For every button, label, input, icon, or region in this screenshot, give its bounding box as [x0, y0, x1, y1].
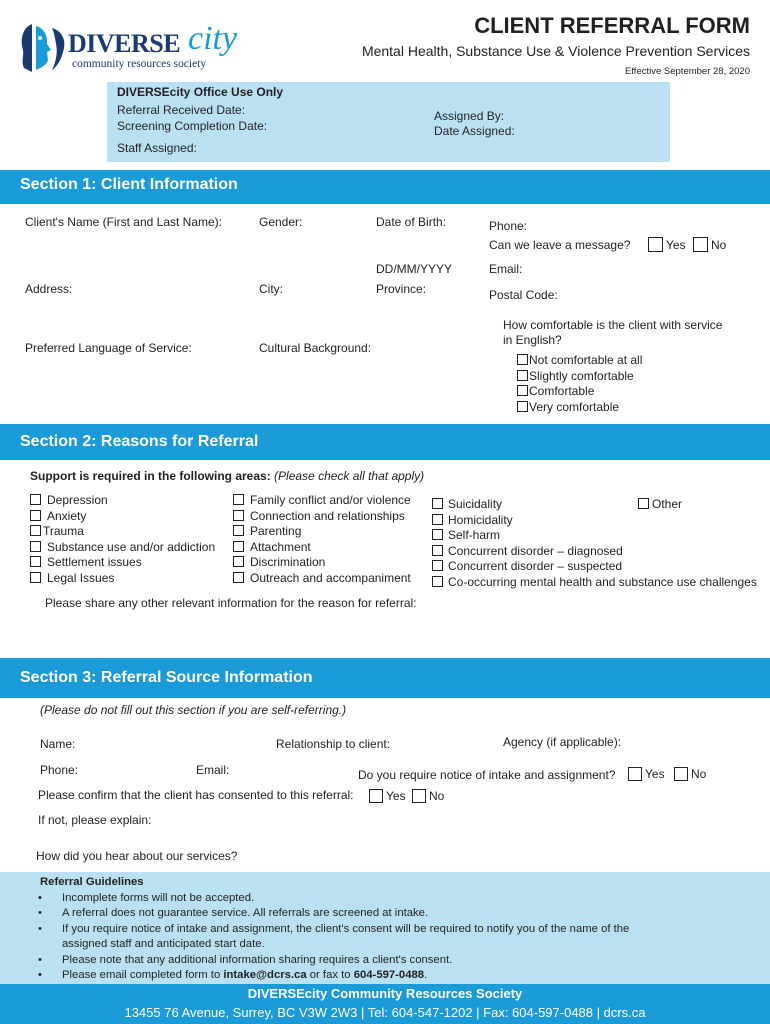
comfort-checkbox[interactable]: [517, 385, 528, 396]
referrer-phone-label: Phone:: [40, 763, 79, 777]
hear-about-label: How did you hear about our services?: [36, 849, 238, 863]
section3-title: Section 3: Referral Source Information: [20, 669, 313, 686]
section1-title: Section 1: Client Information: [20, 176, 238, 193]
preferred-language-label: Preferred Language of Service:: [25, 341, 192, 355]
reason-option[interactable]: [233, 555, 411, 571]
reason-label: Substance use and/or addiction: [47, 539, 216, 554]
postal-code-label: Postal Code:: [489, 288, 558, 302]
reason-checkbox[interactable]: [233, 541, 244, 552]
effective-date: Effective September 28, 2020: [625, 66, 750, 77]
consent-yes-checkbox[interactable]: [369, 789, 383, 803]
support-instructions-italic: (Please check all that apply): [274, 469, 425, 483]
reason-checkbox[interactable]: [233, 572, 244, 583]
guideline-item: • If you require notice of intake and assignment, the client's consent will be required to notify you of the name of the: [38, 922, 630, 935]
reasons-column-1: [30, 493, 215, 587]
reason-option[interactable]: [30, 509, 215, 525]
reason-option[interactable]: [432, 544, 757, 560]
share-info-label: Please share any other relevant information for the reason for referral:: [45, 596, 417, 610]
guideline-item: • Incomplete forms will not be accepted.: [38, 892, 255, 904]
reason-checkbox[interactable]: [432, 545, 443, 556]
referrer-email-label: Email:: [196, 763, 230, 777]
guideline-text: .: [424, 969, 428, 982]
reason-label: Trauma: [43, 524, 84, 539]
reason-option[interactable]: [432, 497, 757, 513]
footer-org-name: DIVERSEcity Community Resources Society: [247, 986, 523, 1001]
section2-header: [0, 424, 770, 460]
reason-checkbox[interactable]: [233, 510, 244, 521]
no-label: No: [711, 238, 727, 252]
no-label: No: [429, 789, 445, 803]
reason-label: Parenting: [250, 524, 302, 539]
reason-checkbox[interactable]: [233, 556, 244, 567]
relationship-label: Relationship to client:: [276, 737, 391, 751]
reason-checkbox[interactable]: [432, 498, 443, 509]
reason-checkbox[interactable]: [30, 556, 41, 567]
screening-completion-label: Screening Completion Date:: [117, 119, 268, 133]
logo-word: DIVERSE: [68, 29, 181, 58]
guideline-text: Incomplete forms will not be accepted.: [62, 892, 255, 904]
guideline-text: A referral does not guarantee service. All referrals are screened at intake.: [62, 907, 429, 920]
logo: [18, 20, 258, 76]
reason-checkbox[interactable]: [233, 494, 244, 505]
dob-label: Date of Birth:: [376, 215, 447, 229]
reason-checkbox[interactable]: [30, 494, 41, 505]
reason-option[interactable]: [432, 559, 757, 575]
reason-label: Family conflict and/or violence: [250, 493, 411, 507]
reason-option[interactable]: [233, 540, 411, 556]
reason-option[interactable]: [432, 528, 757, 544]
reason-checkbox[interactable]: [30, 525, 41, 536]
office-use-heading: DIVERSEcity Office Use Only: [117, 85, 284, 99]
section1-header: [0, 170, 770, 204]
guidelines-list: [38, 891, 629, 983]
leave-message-no-checkbox[interactable]: [693, 237, 708, 252]
client-phone-label: Phone:: [489, 219, 528, 233]
consent-label: Please confirm that the client has consented to this referral:: [38, 788, 354, 802]
assigned-by-label: Assigned By:: [434, 109, 505, 123]
reason-option[interactable]: [233, 524, 411, 540]
reason-label: Discrimination: [250, 555, 326, 570]
cultural-background-label: Cultural Background:: [259, 341, 372, 355]
reason-checkbox[interactable]: [432, 560, 443, 571]
logo-subtitle: community resources society: [72, 58, 207, 70]
guideline-text: assigned staff and anticipated start date.: [62, 938, 265, 951]
guideline-text: If you require notice of intake and assignment, the client's consent will be required to notify you of the name of the: [62, 922, 630, 935]
logo-faces-icon: [18, 22, 70, 74]
date-assigned-label: Date Assigned:: [434, 124, 515, 138]
guideline-item: • A referral does not guarantee service. All referrals are screened at intake.: [38, 907, 429, 920]
english-comfort-question-2: in English?: [503, 333, 562, 347]
notice-yes[interactable]: [628, 767, 665, 781]
logo-script: city: [188, 20, 238, 57]
guideline-item: • Please note that any additional information sharing requires a client's consent.: [38, 953, 453, 966]
yes-label: Yes: [645, 767, 665, 781]
reason-label: Homicidality: [448, 512, 513, 527]
comfort-checkbox[interactable]: [517, 354, 528, 365]
comfort-option-label: Slightly comfortable: [529, 368, 634, 383]
reason-checkbox[interactable]: [30, 572, 41, 583]
reason-checkbox[interactable]: [432, 514, 443, 525]
address-label: Address:: [25, 282, 73, 296]
reasons-column-3: [432, 497, 757, 591]
dob-format-hint: DD/MM/YYYY: [376, 262, 453, 276]
reason-option[interactable]: [30, 540, 215, 556]
consent-no-checkbox[interactable]: [412, 789, 426, 803]
reason-option[interactable]: [30, 571, 215, 587]
yes-label: Yes: [386, 789, 406, 803]
notice-yes-checkbox[interactable]: [628, 767, 642, 781]
comfort-checkbox[interactable]: [517, 401, 528, 412]
guidelines-heading: Referral Guidelines: [40, 876, 144, 888]
notice-no-checkbox[interactable]: [674, 767, 688, 781]
reason-label: Anxiety: [47, 508, 87, 523]
client-name-label: Client's Name (First and Last Name):: [25, 215, 223, 229]
self-referral-note: (Please do not fill out this section if you are self-referring.): [40, 703, 347, 717]
leave-message-yes[interactable]: [648, 237, 686, 252]
intake-email-link[interactable]: intake@dcrs.ca: [223, 969, 307, 982]
section2-title: Section 2: Reasons for Referral: [20, 433, 259, 450]
notice-question: Do you require notice of intake and assignment?: [358, 768, 616, 782]
reason-label: Self-harm: [448, 528, 501, 543]
explain-label: If not, please explain:: [38, 813, 152, 827]
reason-label: Depression: [47, 493, 108, 507]
reason-label: Co-occurring mental health and substance use challenges: [448, 574, 757, 589]
comfort-option-label: Comfortable: [529, 384, 595, 398]
comfort-option[interactable]: [517, 369, 642, 385]
consent-no[interactable]: [412, 789, 444, 803]
reason-option[interactable]: [30, 493, 215, 509]
reason-checkbox[interactable]: [30, 510, 41, 521]
office-use-box: [107, 82, 670, 162]
city-label: City:: [259, 282, 283, 296]
english-comfort-options: [517, 353, 642, 415]
reason-label: Concurrent disorder – diagnosed: [448, 543, 623, 558]
leave-message-yes-checkbox[interactable]: [648, 237, 663, 252]
reason-label: Attachment: [250, 539, 311, 554]
english-comfort-question: How comfortable is the client with service: [503, 318, 723, 332]
consent-yes[interactable]: [369, 789, 406, 803]
form-subtitle: Mental Health, Substance Use & Violence Prevention Services: [361, 43, 750, 59]
leave-message-no[interactable]: [693, 237, 726, 252]
reason-checkbox[interactable]: [432, 576, 443, 587]
reason-option[interactable]: [233, 493, 411, 509]
reason-option[interactable]: [233, 571, 411, 587]
reason-option[interactable]: [30, 555, 215, 571]
comfort-option[interactable]: [517, 353, 642, 369]
footer: [0, 984, 770, 1024]
section3-header: [0, 658, 770, 698]
footer-contact: 13455 76 Avenue, Surrey, BC V3W 2W3 | Tel: 604-547-1202 | Fax: 604-597-0488 | dcrs.ca: [124, 1005, 646, 1020]
reasons-column-2: [233, 493, 411, 587]
reason-label: Outreach and accompaniment: [250, 570, 411, 585]
agency-label: Agency (if applicable):: [503, 735, 622, 749]
other-label: Other: [652, 497, 683, 511]
gender-label: Gender:: [259, 215, 303, 229]
reason-checkbox[interactable]: [233, 525, 244, 536]
notice-no[interactable]: [674, 767, 706, 781]
no-label: No: [691, 767, 707, 781]
fax-number: 604-597-0488: [353, 969, 425, 982]
leave-message-label: Can we leave a message?: [489, 238, 631, 252]
reason-option[interactable]: [233, 509, 411, 525]
reason-label: Settlement issues: [47, 555, 142, 570]
comfort-option[interactable]: [517, 400, 642, 416]
reason-checkbox[interactable]: [432, 529, 443, 540]
guideline-text: Please email completed form to: [62, 969, 224, 982]
guideline-item: [38, 937, 629, 952]
comfort-option[interactable]: [517, 384, 642, 400]
province-label: Province:: [376, 282, 427, 296]
reason-other[interactable]: [638, 497, 682, 511]
guideline-item: • Please email completed form to intake@dcrs.ca or fax to 604-597-0488.: [38, 969, 428, 982]
reason-option[interactable]: [432, 575, 757, 591]
form-title: CLIENT REFERRAL FORM: [474, 13, 750, 38]
reason-option[interactable]: [30, 524, 215, 540]
guideline-text: or fax to: [306, 969, 354, 982]
reason-checkbox[interactable]: [30, 541, 41, 552]
guideline-text: Please note that any additional information sharing requires a client's consent.: [62, 953, 453, 966]
reason-label: Concurrent disorder – suspected: [448, 559, 623, 574]
yes-label: Yes: [666, 238, 686, 252]
referrer-name-label: Name:: [40, 737, 76, 751]
reason-label: Connection and relationships: [250, 508, 405, 523]
comfort-option-label: Very comfortable: [529, 399, 620, 414]
support-instructions: [30, 469, 424, 483]
reason-label: Legal Issues: [47, 570, 115, 585]
client-email-label: Email:: [489, 262, 523, 276]
reason-label: Suicidality: [448, 497, 503, 511]
comfort-option-label: Not comfortable at all: [529, 353, 643, 367]
referral-guidelines-box: [0, 872, 770, 984]
support-instructions-bold: Support is required in the following areas:: [30, 469, 271, 483]
other-checkbox[interactable]: [638, 498, 649, 509]
reason-option[interactable]: [432, 513, 757, 529]
staff-assigned-label: Staff Assigned:: [117, 141, 197, 155]
comfort-checkbox[interactable]: [517, 370, 528, 381]
referral-received-label: Referral Received Date:: [117, 103, 246, 117]
